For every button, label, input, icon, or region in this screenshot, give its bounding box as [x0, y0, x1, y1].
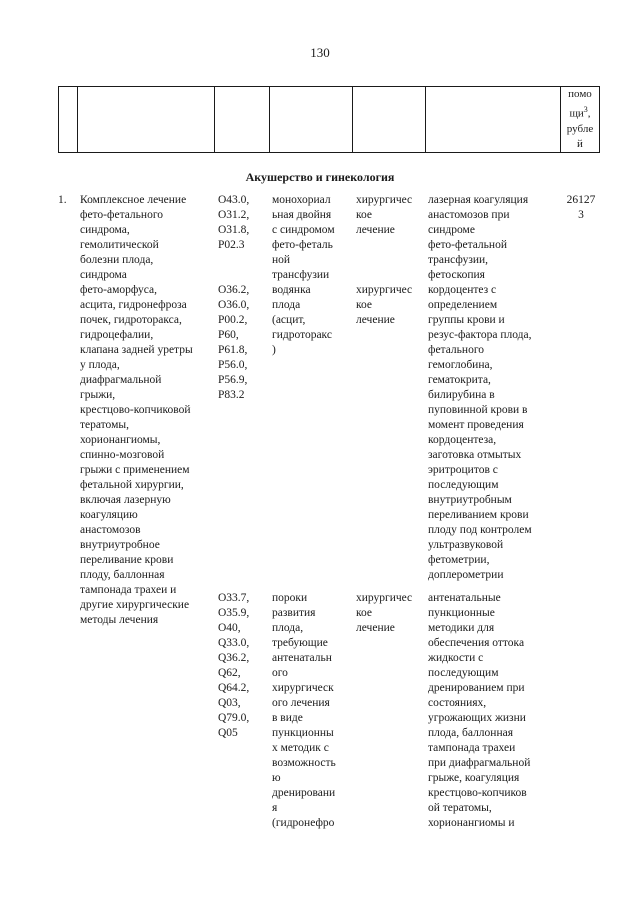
header-cell-codes	[215, 87, 270, 153]
header-cell-name	[78, 87, 215, 153]
header-cell-treatment-type	[353, 87, 426, 153]
row-cost: 26127 3	[566, 194, 596, 221]
row-number: 1.	[58, 194, 67, 206]
sub2-treatment-type: хирургичес кое лечение	[356, 284, 413, 326]
sub1-diagnosis: монохориал ьная двойня с синдромом фето-феталь ной трансфузии	[272, 194, 335, 281]
header-cell-diagnosis	[270, 87, 353, 153]
sub3-codes: O33.7, O35.9, O40, Q33.0, Q36.2, Q62, Q64.2, Q03, Q79.0, Q05	[218, 592, 250, 739]
header-cell-cost	[561, 87, 600, 153]
header-cell-num	[59, 87, 78, 153]
sub1-treatment-type: хирургичес кое лечение	[356, 194, 413, 236]
header-cost-line-2: $щи^3$,	[569, 105, 591, 120]
header-cost-line-1: помо	[568, 88, 592, 100]
header-cost-line-3: рубле	[566, 122, 594, 135]
row-procedure-name: Комплексное лечение фето-фетального синдрома, гемолитической болезни плода, синдрома фето-аморфуса, асцита, гидронефроза почек, гидроторакса, гидроцефалии, клапана задней уретры у плода, диафрагмальной грыжи, крестцово-копчиковой тератомы, хорионангиомы, спинно-мозговой грыжи с применением фетальной хирургии, включая лазерную коагуляцию анастомозов внутриутробное переливание крови плоду, баллонная тампонада трахеи и другие хирургические методы лечения	[80, 194, 193, 626]
sub1-method: лазерная коагуляция анастомозов при синдроме фето-фетальной трансфузии, фетоскопия	[428, 194, 529, 281]
header-cell-method	[426, 87, 561, 153]
sub1-codes: O43.0, O31.2, O31.8, P02.3	[218, 194, 250, 251]
sub2-method: кордоцентез с определением группы крови и резус-фактора плода, фетального гемоглобина, гематокрита, билирубина в пуповинной крови в момент проведения кордоцентеза, заготовка отмытых эритроцитов с последующим внутриутробным переливанием крови плоду под контролем ультразвуковой фетометрии, доплерометрии	[428, 284, 532, 581]
sub3-treatment-type: хирургичес кое лечение	[356, 592, 413, 634]
sub2-codes: O36.2, O36.0, P00.2, P60, P61.8, P56.0, P56.9, P83.2	[218, 284, 250, 401]
page-number: 130	[310, 45, 330, 60]
sub2-diagnosis: водянка плода (асцит, гидроторакс )	[272, 284, 332, 356]
section-title: Акушерство и гинекология	[245, 170, 395, 184]
footnote-marker: 3	[583, 105, 588, 114]
header-cost-line-4: й	[577, 137, 583, 150]
sub3-diagnosis: пороки развития плода, требующие антенатальн ого хирургическ ого лечения в виде пункционны х методик с возможность ю дренировани я (гидронефро	[272, 592, 336, 829]
table-header-fragment	[58, 86, 600, 153]
sub3-method: антенатальные пункционные методики для обеспечения оттока жидкости с последующим дренированием при состояниях, угрожающих жизни плода, баллонная тампонада трахеи при диафрагмальной грыже, коагуляция крестцово-копчиков ой тератомы, хорионангиомы и	[428, 592, 531, 829]
